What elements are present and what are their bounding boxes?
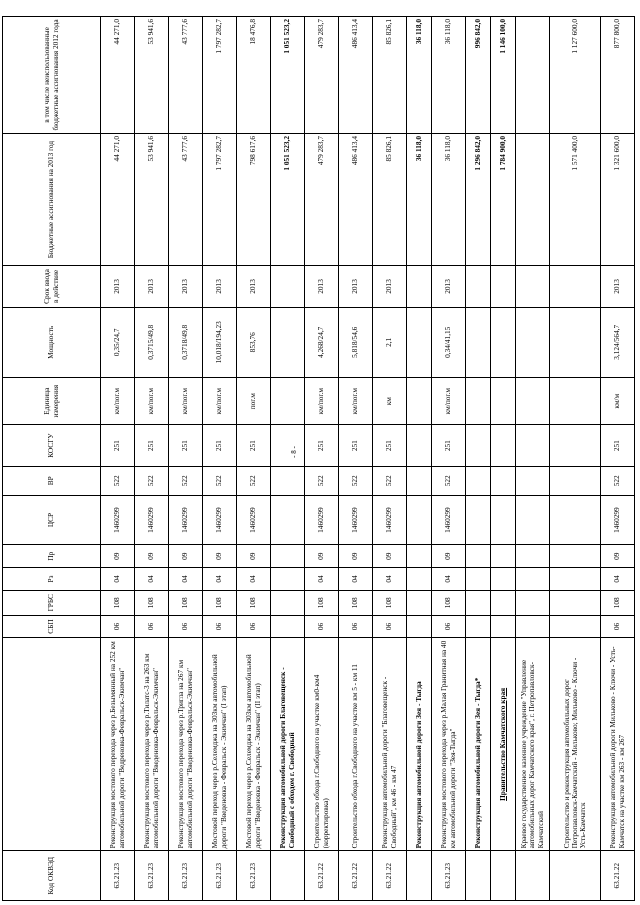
cell-name: Реконструкция автомобильной дороги "Благовещенск - Свободный", км 46 - км 47 (373, 638, 407, 851)
cell-unused2012 (516, 17, 550, 134)
cell-grbs: 108 (432, 590, 466, 615)
cell-funds2013: 36 118,0 (432, 133, 466, 265)
cell-rz: 04 (101, 568, 135, 591)
cell-csr: 1460299 (203, 495, 237, 545)
cell-kosgu: 251 (305, 425, 339, 466)
cell-kosgu (516, 425, 550, 466)
table-row (601, 17, 635, 901)
cell-pr: 09 (237, 545, 271, 568)
table-row (271, 17, 305, 901)
cell-vr: 522 (169, 466, 203, 495)
cell-csr (466, 495, 491, 545)
cell-vr (466, 466, 491, 495)
header-rz: Рз (3, 568, 101, 591)
cell-vr: 522 (339, 466, 373, 495)
cell-unit: км (373, 377, 407, 425)
cell-csr: 1460299 (601, 495, 635, 545)
cell-kosgu: 251 (203, 425, 237, 466)
cell-csr (271, 495, 305, 545)
cell-rz: 04 (601, 568, 635, 591)
cell-unused2012: 486 413,4 (339, 17, 373, 134)
cell-power (407, 307, 432, 377)
cell-csr: 1460299 (305, 495, 339, 545)
table-row (407, 17, 432, 901)
cell-grbs: 108 (373, 590, 407, 615)
cell-sbp (271, 615, 305, 638)
table-body (101, 17, 635, 901)
page-number: - 8 - (289, 446, 298, 458)
cell-unit: км/пог.м (101, 377, 135, 425)
cell-csr: 1460299 (237, 495, 271, 545)
cell-rz: 04 (305, 568, 339, 591)
table-row (237, 17, 271, 901)
cell-name: Реконструкция мостового перехода через р.Малая Гранитная на 40 км автомобильной дороги "Зея-Тыгда" (432, 638, 466, 851)
cell-rz: 04 (237, 568, 271, 591)
cell-vr (550, 466, 601, 495)
cell-unused2012: 877 800,0 (601, 17, 635, 134)
cell-kosgu (466, 425, 491, 466)
cell-unused2012: 44 271,0 (101, 17, 135, 134)
cell-csr: 1460299 (432, 495, 466, 545)
table-row (373, 17, 407, 901)
cell-unused2012: 53 941,6 (135, 17, 169, 134)
cell-sbp (407, 615, 432, 638)
cell-power: 3,124/564,7 (601, 307, 635, 377)
cell-csr: 1460299 (339, 495, 373, 545)
cell-rz: 04 (432, 568, 466, 591)
cell-unit (466, 377, 491, 425)
cell-okved (491, 851, 516, 901)
cell-unit: км/пог.м (305, 377, 339, 425)
cell-unused2012: 43 777,6 (169, 17, 203, 134)
cell-grbs: 108 (601, 590, 635, 615)
cell-term: 2013 (305, 266, 339, 307)
cell-unit (271, 377, 305, 425)
cell-pr (550, 545, 601, 568)
cell-funds2013: 1 571 400,0 (550, 133, 601, 265)
cell-power: 0,3718/49,8 (169, 307, 203, 377)
cell-kosgu (491, 425, 516, 466)
table-row (305, 17, 339, 901)
cell-rz (516, 568, 550, 591)
cell-sbp: 06 (203, 615, 237, 638)
cell-vr: 522 (601, 466, 635, 495)
cell-okved (466, 851, 491, 901)
cell-sbp: 06 (432, 615, 466, 638)
cell-sbp: 06 (237, 615, 271, 638)
cell-kosgu (407, 425, 432, 466)
cell-power: 4,268/24,7 (305, 307, 339, 377)
cell-funds2013: 1 051 523,2 (271, 133, 305, 265)
cell-rz: 04 (339, 568, 373, 591)
header-csr: ЦСР (3, 495, 101, 545)
cell-pr: 09 (305, 545, 339, 568)
cell-vr (491, 466, 516, 495)
cell-unused2012: 36 118,0 (407, 17, 432, 134)
cell-unit (550, 377, 601, 425)
cell-unused2012: 1 797 282,7 (203, 17, 237, 134)
cell-kosgu: 251 (237, 425, 271, 466)
cell-funds2013: 1 797 282,7 (203, 133, 237, 265)
cell-okved: 63.21.23 (169, 851, 203, 901)
header-power: Мощность (3, 307, 101, 377)
cell-term: 2013 (203, 266, 237, 307)
cell-pr: 09 (169, 545, 203, 568)
cell-name: Реконструкция мостового перехода через р.Тригла на 267 км автомобильной дороги "Введеновка-Февральск-Экимчан" (169, 638, 203, 851)
table-row (491, 17, 516, 901)
cell-unit: км/пог.м (339, 377, 373, 425)
cell-grbs (466, 590, 491, 615)
table-row (135, 17, 169, 901)
cell-unused2012: 85 826,1 (373, 17, 407, 134)
cell-sbp (466, 615, 491, 638)
cell-funds2013: 43 777,6 (169, 133, 203, 265)
cell-grbs (491, 590, 516, 615)
cell-term: 2013 (373, 266, 407, 307)
cell-unit: км/пог.м (203, 377, 237, 425)
cell-name: Строительство обхода г.Свободного на участке км0-км4 (корректировка) (305, 638, 339, 851)
cell-unused2012: 1 146 100,0 (491, 17, 516, 134)
table-row (550, 17, 601, 901)
cell-rz: 04 (169, 568, 203, 591)
cell-sbp: 06 (135, 615, 169, 638)
cell-term (550, 266, 601, 307)
cell-pr (271, 545, 305, 568)
cell-unused2012: 479 283,7 (305, 17, 339, 134)
cell-unit: км/пог.м (135, 377, 169, 425)
rotated-table-container (2, 16, 626, 901)
header-vr: ВР (3, 466, 101, 495)
cell-funds2013: 486 413,4 (339, 133, 373, 265)
cell-sbp: 06 (373, 615, 407, 638)
cell-funds2013: 1 321 600,0 (601, 133, 635, 265)
cell-csr (550, 495, 601, 545)
cell-power: 10,018/194,23 (203, 307, 237, 377)
cell-term: 2013 (237, 266, 271, 307)
table-row (169, 17, 203, 901)
cell-unit (491, 377, 516, 425)
cell-grbs (407, 590, 432, 615)
cell-sbp: 06 (601, 615, 635, 638)
cell-grbs: 108 (203, 590, 237, 615)
cell-funds2013: 798 617,6 (237, 133, 271, 265)
cell-unused2012: 36 118,0 (432, 17, 466, 134)
cell-csr (516, 495, 550, 545)
cell-power (516, 307, 550, 377)
cell-pr: 09 (601, 545, 635, 568)
header-row (3, 17, 101, 901)
cell-rz (491, 568, 516, 591)
cell-name: Реконструкция автомобильной дороги Зея - Тыгда* (466, 638, 491, 851)
table-row (339, 17, 373, 901)
cell-power (550, 307, 601, 377)
cell-pr: 09 (203, 545, 237, 568)
cell-term: 2013 (601, 266, 635, 307)
cell-unit (407, 377, 432, 425)
header-unused-2012: в том числе неиспользованные бюджетные ассигнования 2012 года (3, 17, 101, 134)
cell-rz: 04 (135, 568, 169, 591)
cell-csr: 1460299 (135, 495, 169, 545)
cell-csr: 1460299 (373, 495, 407, 545)
cell-power: 2,1 (373, 307, 407, 377)
cell-pr: 09 (373, 545, 407, 568)
cell-power: 5,818/54,6 (339, 307, 373, 377)
cell-rz (407, 568, 432, 591)
cell-pr (491, 545, 516, 568)
cell-okved: 63.21.23 (432, 851, 466, 901)
cell-funds2013: 1 784 900,0 (491, 133, 516, 265)
cell-sbp: 06 (101, 615, 135, 638)
cell-rz: 04 (203, 568, 237, 591)
cell-sbp: 06 (305, 615, 339, 638)
cell-grbs (271, 590, 305, 615)
cell-name: Реконструкция мостового перехода через р.Безымянный на 252 км автомобильной дороги "Ведреновка-Февральск-Экимчан" (101, 638, 135, 851)
cell-funds2013: 36 118,0 (407, 133, 432, 265)
cell-vr: 522 (237, 466, 271, 495)
header-term: Срок ввода в действие (3, 266, 101, 307)
cell-vr: 522 (101, 466, 135, 495)
cell-kosgu: 251 (601, 425, 635, 466)
cell-power (466, 307, 491, 377)
cell-sbp: 06 (339, 615, 373, 638)
cell-power: 0,34/41,15 (432, 307, 466, 377)
cell-unit: км/пог.м (169, 377, 203, 425)
cell-kosgu: 251 (339, 425, 373, 466)
cell-okved (271, 851, 305, 901)
cell-term: 2013 (135, 266, 169, 307)
cell-rz (271, 568, 305, 591)
cell-term: 2013 (339, 266, 373, 307)
cell-name: Строительство обхода г.Свободного на участке км 5 - км 11 (339, 638, 373, 851)
cell-unused2012: 1 127 600,0 (550, 17, 601, 134)
cell-csr (491, 495, 516, 545)
cell-term (271, 266, 305, 307)
cell-kosgu: 251 (432, 425, 466, 466)
cell-sbp (550, 615, 601, 638)
header-unit: Единица измерения (3, 377, 101, 425)
cell-vr: 522 (135, 466, 169, 495)
cell-name: Правительство Камчатского края (491, 638, 516, 851)
cell-term (491, 266, 516, 307)
table-row (516, 17, 550, 901)
cell-grbs: 108 (305, 590, 339, 615)
cell-okved: 63.21.22 (373, 851, 407, 901)
header-grbs: ГРБС (3, 590, 101, 615)
cell-csr: 1460299 (101, 495, 135, 545)
cell-okved (550, 851, 601, 901)
cell-sbp (491, 615, 516, 638)
cell-kosgu: 251 (101, 425, 135, 466)
cell-vr (271, 466, 305, 495)
cell-okved: 63.21.22 (305, 851, 339, 901)
cell-sbp (516, 615, 550, 638)
cell-name: Мостовой переход через р.Селемджа на 303км автомобильной дороги "Введеновка - Февральск - Экимчан" (II этап) (237, 638, 271, 851)
cell-power: 0,3715/49,8 (135, 307, 169, 377)
cell-vr (516, 466, 550, 495)
cell-term: 2013 (169, 266, 203, 307)
table-row (203, 17, 237, 901)
cell-funds2013: 1 296 842,0 (466, 133, 491, 265)
cell-kosgu (271, 425, 305, 466)
cell-power (491, 307, 516, 377)
cell-grbs: 108 (339, 590, 373, 615)
cell-kosgu: 251 (169, 425, 203, 466)
cell-vr (407, 466, 432, 495)
cell-term (516, 266, 550, 307)
header-name (3, 638, 101, 851)
cell-vr: 522 (305, 466, 339, 495)
cell-vr: 522 (203, 466, 237, 495)
cell-kosgu: 251 (135, 425, 169, 466)
cell-csr: 1460299 (169, 495, 203, 545)
cell-grbs: 108 (101, 590, 135, 615)
cell-okved: 63.21.23 (203, 851, 237, 901)
cell-term: 2013 (101, 266, 135, 307)
cell-pr: 09 (432, 545, 466, 568)
budget-table (2, 16, 635, 901)
cell-name: Строительство и реконструкция автомобильных дорог Петропавловск-Камчатский - Мильково; Мильково - Ключи - Усть-Камчатск (550, 638, 601, 851)
cell-grbs: 108 (135, 590, 169, 615)
cell-pr: 09 (135, 545, 169, 568)
header-funds-2013: Бюджетные ассигнования на 2013 год (3, 133, 101, 265)
cell-grbs (550, 590, 601, 615)
cell-okved: 63.21.23 (237, 851, 271, 901)
cell-pr (516, 545, 550, 568)
cell-kosgu (550, 425, 601, 466)
cell-rz (466, 568, 491, 591)
cell-funds2013 (516, 133, 550, 265)
cell-kosgu: 251 (373, 425, 407, 466)
cell-vr: 522 (373, 466, 407, 495)
cell-okved: 63.21.22 (339, 851, 373, 901)
cell-okved: 63.21.22 (601, 851, 635, 901)
cell-unused2012: 18 476,8 (237, 17, 271, 134)
cell-rz (550, 568, 601, 591)
cell-term (466, 266, 491, 307)
cell-funds2013: 44 271,0 (101, 133, 135, 265)
cell-funds2013: 479 283,7 (305, 133, 339, 265)
cell-power (271, 307, 305, 377)
cell-unit: пог.м (237, 377, 271, 425)
cell-pr (466, 545, 491, 568)
table-row (101, 17, 135, 901)
cell-okved: 63.21.23 (101, 851, 135, 901)
cell-power: 0,35/24,7 (101, 307, 135, 377)
header-pr: Пр (3, 545, 101, 568)
cell-unit: км/м (601, 377, 635, 425)
cell-name: Реконструкция автомобильной дороги Благовещенск - Свободный с обходом г. Свободный (271, 638, 305, 851)
cell-name: Краевое государственное казенное учреждение "Управление автомобильных дорог Камчатского края", г. Петропавловск-Камчатский (516, 638, 550, 851)
cell-grbs: 108 (169, 590, 203, 615)
cell-pr: 09 (101, 545, 135, 568)
header-kosgu: КОСГУ (3, 425, 101, 466)
cell-name: Реконструкция автомобильной дороги Зея - Тыгда (407, 638, 432, 851)
cell-funds2013: 85 826,1 (373, 133, 407, 265)
cell-unit (516, 377, 550, 425)
cell-power: 853,76 (237, 307, 271, 377)
cell-term: 2013 (432, 266, 466, 307)
cell-rz: 04 (373, 568, 407, 591)
cell-grbs: 108 (237, 590, 271, 615)
header-sbp: СБП (3, 615, 101, 638)
cell-pr (407, 545, 432, 568)
cell-name: Реконструкция мостового перехода через р.Тилатс-3 на 263 км автомобильной дороги "Введеновка-Февральск-Экимчан" (135, 638, 169, 851)
cell-pr: 09 (339, 545, 373, 568)
cell-name: Мостовой переход через р.Селемджа на 303км автомобильной дороги "Введеновка - Февральск - Экимчан" (I этап) (203, 638, 237, 851)
cell-sbp: 06 (169, 615, 203, 638)
cell-grbs (516, 590, 550, 615)
cell-csr (407, 495, 432, 545)
header-okved: Код ОКВЭД (3, 851, 101, 901)
table-row (432, 17, 466, 901)
cell-okved (516, 851, 550, 901)
cell-funds2013: 53 941,6 (135, 133, 169, 265)
cell-unused2012: 996 842,0 (466, 17, 491, 134)
cell-term (407, 266, 432, 307)
cell-okved: 63.21.23 (135, 851, 169, 901)
table-row (466, 17, 491, 901)
cell-unit: км/пог.м (432, 377, 466, 425)
cell-unused2012: 1 051 523,2 (271, 17, 305, 134)
cell-name: Реконструкция автомобильной дороги Мильково - Ключи - Усть-Камчатск на участке км 263 - км 267 (601, 638, 635, 851)
cell-okved (407, 851, 432, 901)
cell-vr: 522 (432, 466, 466, 495)
